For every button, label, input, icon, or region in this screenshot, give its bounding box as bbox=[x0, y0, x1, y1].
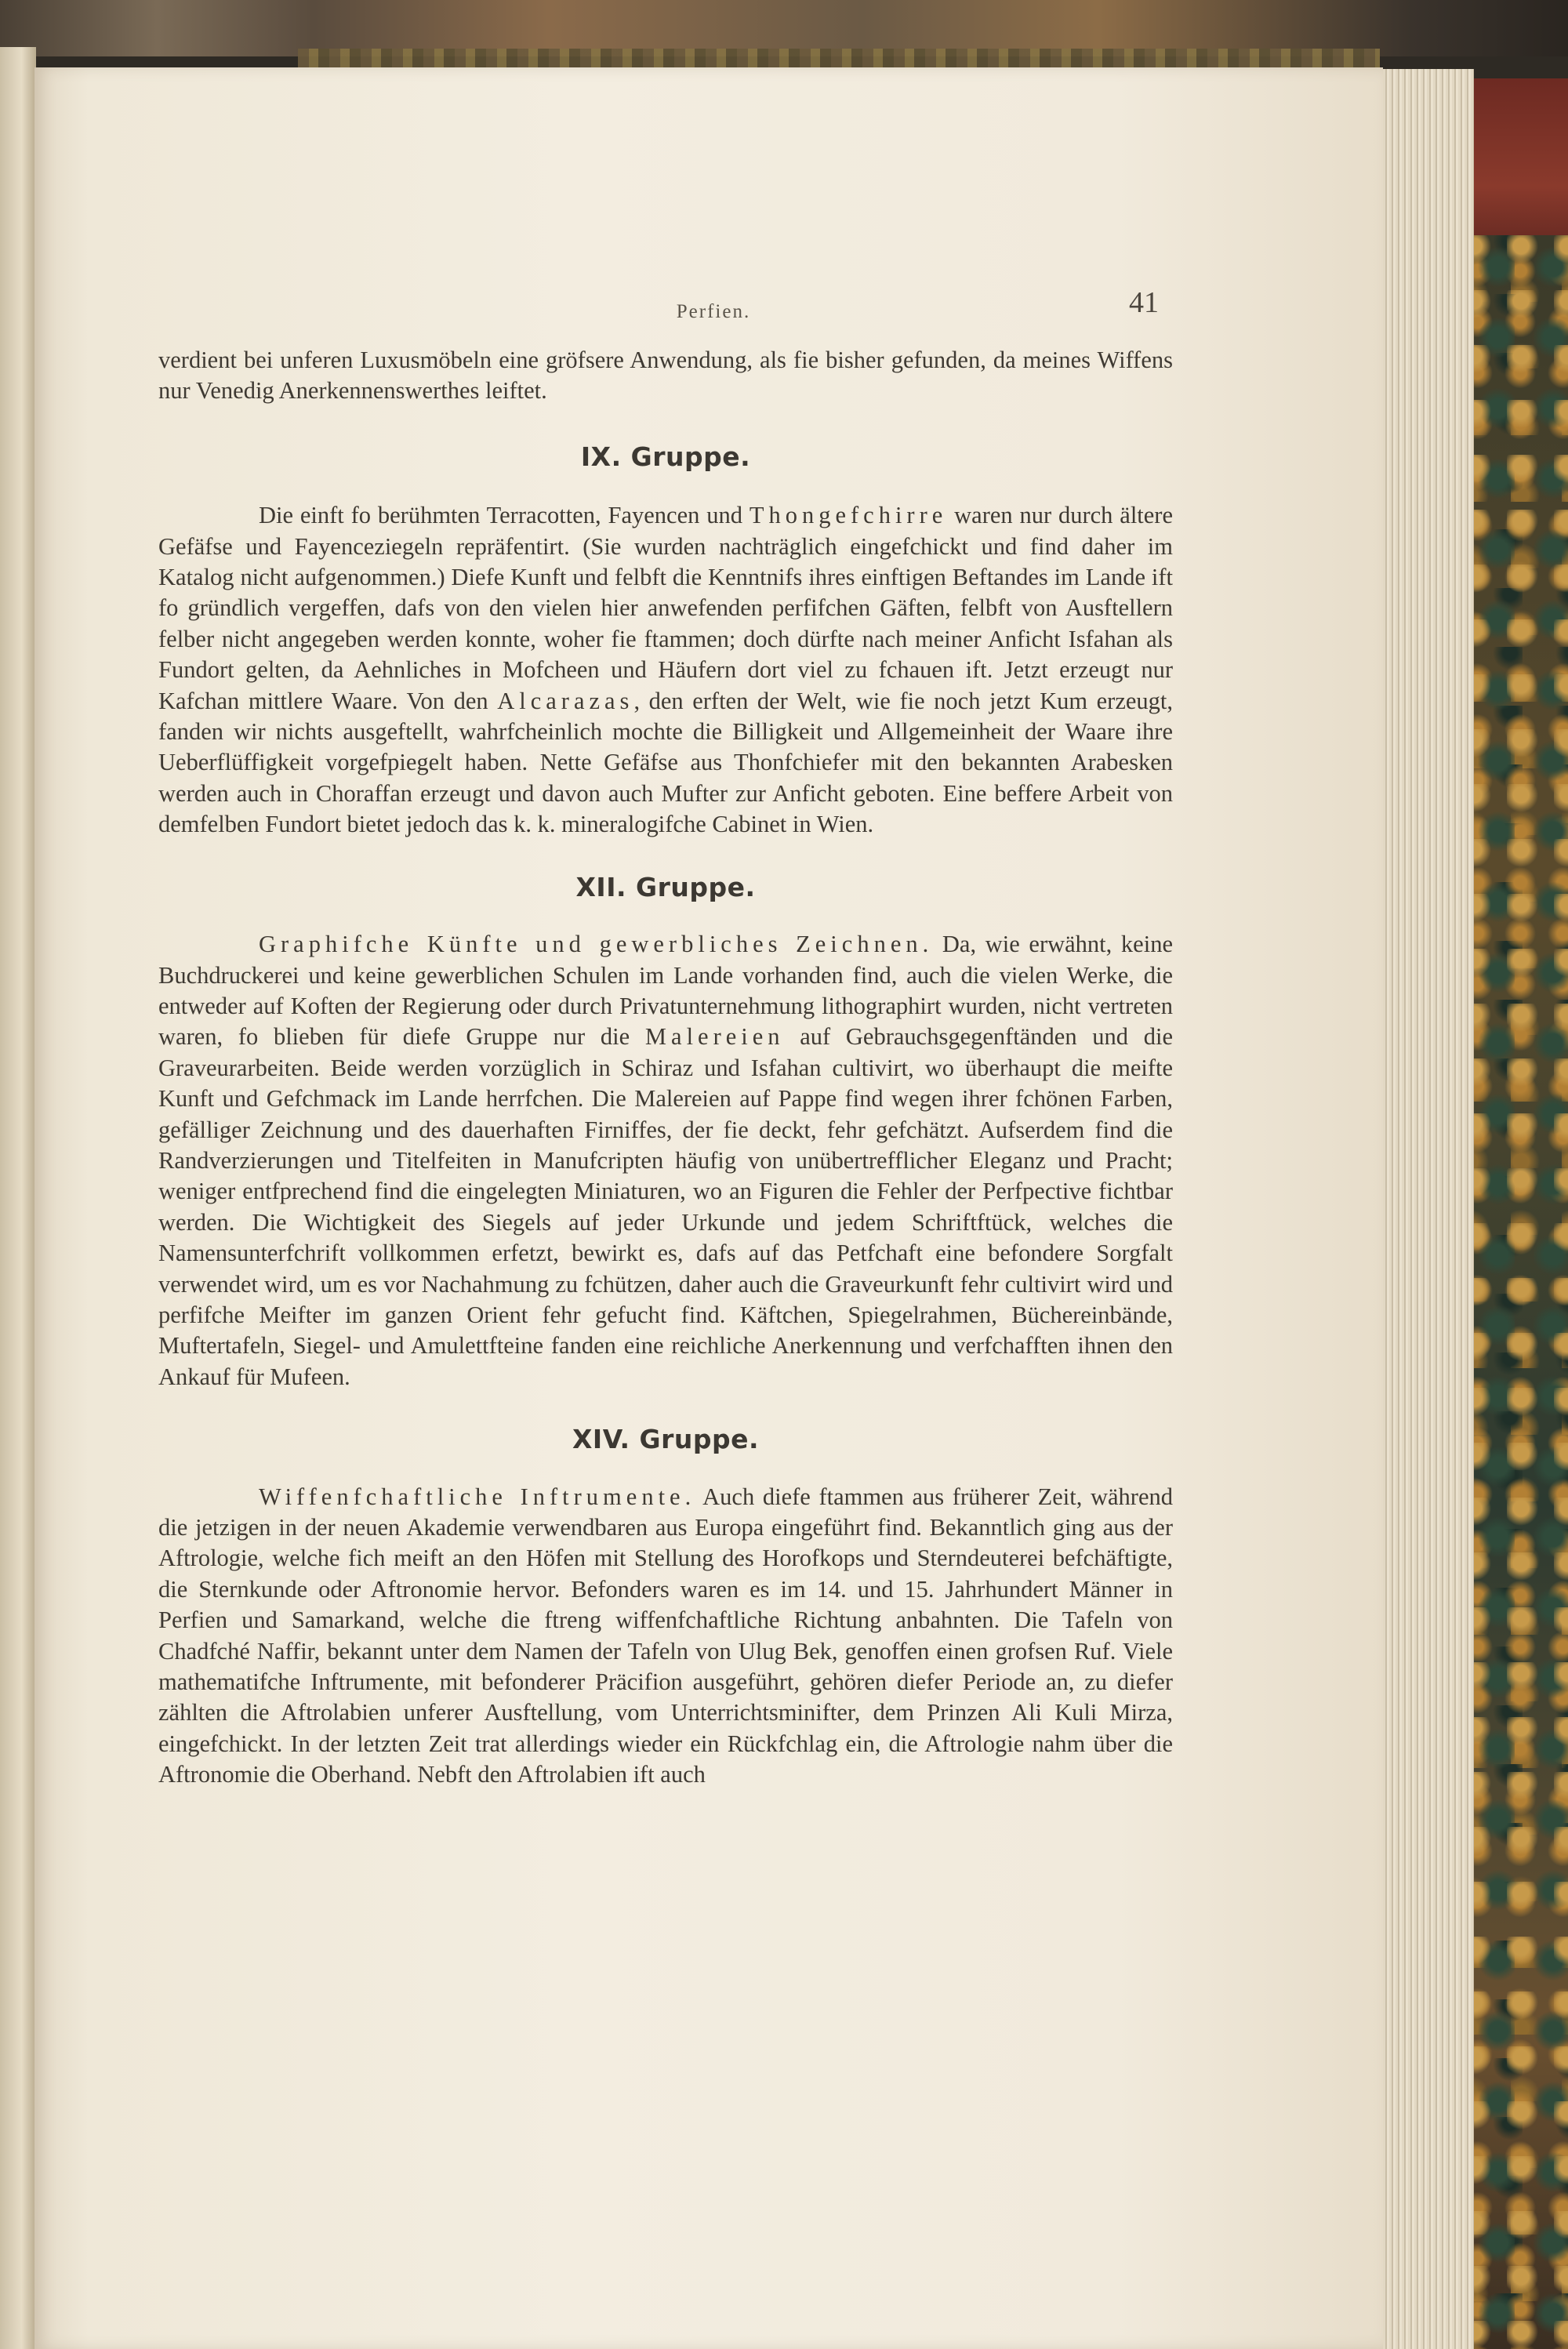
text-run: , den erften der Welt, wie fie noch jetzt Kum erzeugt, fanden wir nichts ausgeftellt, wahrfcheinlich mochte die Billigkeit und Allgemeinheit der Waare ihre Ueberflüffigkeit vorgefpiegelt haben. Nette Gefäfse aus Thonfchiefer mit den bekannten Arabesken werden auch in Choraffan erzeugt und davon auch Mufter zur Anficht geboten. Eine beffere Arbeit von demfelben Fundort bietet jedoch das k. k. mineralogifche Cabinet in Wien. bbox=[158, 687, 1174, 838]
spaced-term: Malereien bbox=[644, 1023, 785, 1051]
section-xii-paragraph bbox=[158, 929, 1173, 1392]
text-run: Die einft fo berühmten Terracotten, Fayencen und bbox=[259, 502, 742, 529]
running-head: Perfien. bbox=[676, 301, 751, 322]
text-run: Da, wie erwähnt, keine Buchdruckerei und keine gewerblichen Schulen im Lande vorhanden find, auch die vielen Werke, die entweder auf Koften der Regierung oder durch Privatunternehmung lithographirt wurden, nicht vertreten waren, fo blieben für diefe Gruppe nur die bbox=[158, 931, 1173, 1051]
section-heading-xii: XII. Gruppe. bbox=[575, 871, 756, 902]
left-page-edge bbox=[0, 47, 36, 2349]
intro-paragraph: verdient bei unferen Luxusmöbeln eine gröfsere Anwendung, als fie bisher gefunden, da meines Wiffens nur Venedig Anerkennenswerthes leiftet. bbox=[158, 347, 1173, 405]
spaced-term: Thongefchirre bbox=[749, 502, 948, 529]
spaced-term: Wiffenfchaftliche Inftrumente. bbox=[259, 1483, 696, 1510]
text-run: waren nur durch ältere Gefäfse und Fayenceziegeln repräfentirt. (Sie wurden nachträglich eingefchickt und find daher im Katalog nicht aufgenommen.) Diefe Kunft und felbft die Kenntnifs ihres einftigen Beftandes im Lande ift fo gründlich vergeffen, dafs von den vielen hier anwefenden perfifchen Gäften, felbft von Ausftellern felber nicht angegeben werden konnte, woher fie ftammen; doch dürfte nach meiner Anficht Isfahan als Fundort gelten, da Aehnliches in Mofcheen und Häufern dort viel zu fchauen ift. Jetzt erzeugt nur Kafchan mittlere Waare. Von den bbox=[158, 502, 1174, 714]
spaced-term: Graphifche Künfte und gewerbliches Zeichnen. bbox=[259, 931, 934, 958]
text-run: Auch diefe ftammen aus früherer Zeit, während die jetzigen in der neuen Akademie verwendbaren aus Europa eingeführt find. Bekanntlich ging aus der Aftrologie, welche fich meift an den Höfen mit Stellung des Horofkops und Sterndeuterei befchäftigte, die Sternkunde oder Aftronomie hervor. Befonders waren es im 14. und 15. Jahrhundert Männer in Perfien und Samarkand, welche die ftreng wiffenfchaftliche Richtung anbahnten. Die Tafeln von Chadfché Naffir, bekannt unter dem Namen der Tafeln von Ulug Bek, genoffen einen grofsen Ruf. Viele mathematifche Inftrumente, mit befonderer Präcifion ausgeführt, gehören diefer Periode an, zu diefer zählten die Aftrolabien unferer Ausftellung, vom Unterrichtsminifter, dem Prinzen Ali Kuli Mirza, eingefchickt. In der letzten Zeit trat allerdings wieder ein Rückfchlag ein, die Aftrologie nahm über die Aftronomie die Oberhand. Nebft den Aftrolabien ift auch bbox=[158, 1483, 1173, 1788]
page-number: 41 bbox=[1129, 286, 1159, 319]
body-text bbox=[158, 345, 1173, 1791]
spaced-term: Alcarazas bbox=[497, 687, 634, 714]
section-ix-paragraph bbox=[158, 500, 1173, 840]
section-heading-ix: IX. Gruppe. bbox=[580, 441, 751, 472]
section-heading-xiv: XIV. Gruppe. bbox=[572, 1424, 760, 1455]
marbled-edge bbox=[1460, 235, 1568, 2349]
section-xiv-paragraph bbox=[158, 1482, 1173, 1791]
text-run: auf Gebrauchsgegenftänden und die Graveurarbeiten. Beide werden vorzüglich in Schiraz und Isfahan cultivirt, wo überhaupt die meifte Kunft und Gefchmack im Lande herrfchen. Die Malereien auf Pappe find wegen ihrer fchönen Farben, gefälliger Zeichnung und des dauerhaften Firniffes, der fie deckt, fehr gefchätzt. Aufserdem find die Randverzierungen und Titelfeiten in Manufcripten häufig von unübertrefflicher Eleganz und Pracht; weniger entfprechend find die eingelegten Miniaturen, wo an Figuren die Fehler der Perfpective fichtbar werden. Die Wichtigkeit des Siegels auf jeder Urkunde und jedem Schriftftück, welches die Namensunterfchrift vollkommen erfetzt, bewirkt es, dafs auf das Petfchaft eine befondere Sorgfalt verwendet wird, um es vor Nachahmung zu fchützen, daher auch die Graveurkunft fehr cultivirt wird und perfifche Meifter im ganzen Orient fehr gefucht find. Käftchen, Spiegelrahmen, Büchereinbände, Muftertafeln, Siegel- und Amulettfteine fanden eine reichliche Anerkennung und verfchafften ihnen den Ankauf für Mufeen. bbox=[158, 1023, 1174, 1390]
